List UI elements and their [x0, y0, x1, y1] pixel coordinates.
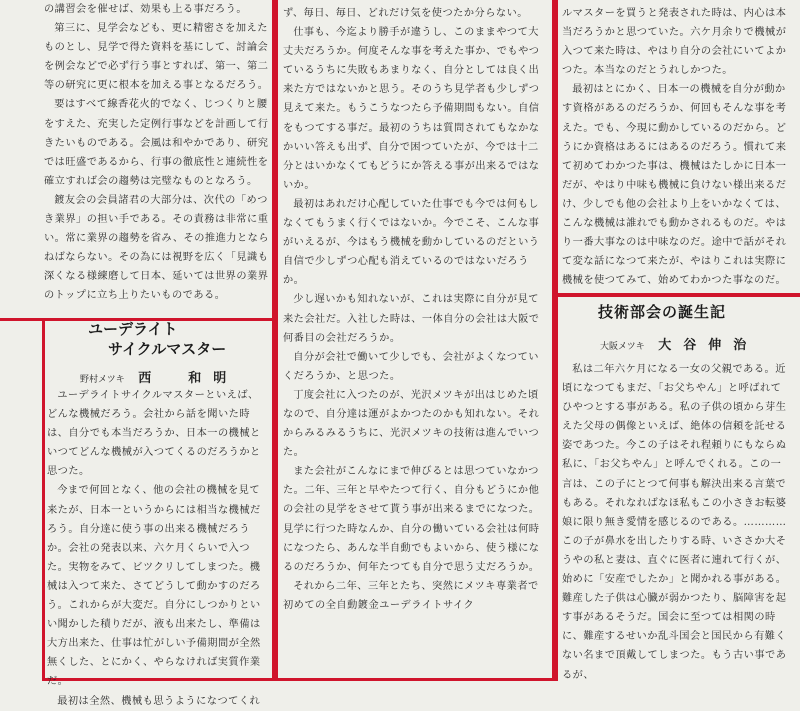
author-affiliation: 野村メツキ	[80, 375, 125, 385]
paragraph: 最初はあれだけ心配していた仕事でも今では何もしなくてもうまく行くではないか。今でこそ、こんな事がいえるが、今はもう機械を動かしているのだという自信で少しずつ心配も消えているのではないだろうか。	[283, 198, 540, 287]
article-body-left	[47, 386, 269, 707]
right-author-name: 大谷伸治	[658, 338, 759, 353]
frame-left-top-right-edge	[272, 0, 275, 321]
paragraph: 少し遅いかも知れないが、これは実際に自分が見て来た会社だ。入社した時は、一体自分の会社は大阪で何番目の会社だろうか。	[283, 294, 540, 344]
paragraph: 鍍友会の会員諸君の大部分は、次代の「めつき業界」の担い手である。その責務は非常に重い。常に業界の趨勢を省み、その推進力とならねばならない。その為には視野を広く「見識も深くなる様練磨して日本、延いては世界の業界のトップに立ち上りたいものである。	[44, 194, 270, 302]
right-article-byline	[600, 334, 758, 353]
article-title-line1: ユーデライト	[88, 320, 178, 338]
paragraph: ず、毎日、毎日、どれだけ気を使つたか分らない。	[283, 8, 528, 19]
paragraph: ユーデライトサイクルマスターといえば、どんな機械だろう。会社から話を聞いた時は、自分でも本当だろうか、日本一の機械といつてどんな機械が入つてくるのだろうかと思つた。	[47, 390, 261, 478]
technical-section-body	[562, 360, 788, 681]
author-name: 西 和明	[138, 371, 239, 386]
paragraph: ルマスターを買うと発表された時は、内心は本当だろうかと思つていた。六ケ月余りで機械が入つて来た時は、やはり自分の会社にいてよかつた。本当なのだとうれしかつた。	[562, 8, 787, 77]
article-title-line2: サイクルマスター	[108, 340, 227, 358]
paragraph: の講習会を催せば、効果も上る事だろう。	[44, 4, 248, 15]
right-author-affiliation: 大阪メツキ	[600, 342, 645, 352]
paragraph: 今まで何回となく、他の会社の機械を見て来たが、日本一というからには相当な機械だろう。自分達に使う事の出来る機械だろうか。会社の発表以来、六ケ月くらいで入つた。実物をみて、ビツクリしてしまつた。機械は入つて来た、さてどうして動かすのだろう。これからが大変だ。自分にしつかりといい聞かした積りだが、液も出来たし、準備は大方出来た、仕事は忙がしい予備期間が全然無くした、とにかく、やらなければ実質作業だ。	[47, 485, 261, 688]
previous-article-text	[44, 0, 270, 316]
technical-section-title: 技術部会の誕生記	[598, 303, 727, 321]
paragraph: 私は二年六ケ月になる一女の父親である。近頃になつてもまだ、「お父ちやん」と呼ばれてひやつとする事がある。私の子供の頃から芽生えた父母の偶像といえば、絶体の信頼を託せる姿であつた。今この子はそれ程頼りにもならぬ私に、「お父ちやん」と呼んでくれる。この一言は、この子にとつて何事も解決出来る言葉でもある。それなればなほ私もこの小さきお転婆娘に限り無き愛情を感じるのである。…………この子が鼻水を出したりする時、いささか大そうやの私と妻は、直ぐに医者に連れて行くが、始めに「安産でしたか」と聞かれる事がある。難産した子供は心臓が弱かつたり、脳障害を起す事があるそうだ。国会に至つては相関の時に、難産するせいか乱斗国会と国民から有難くない名まで頂戴してしまつた。もう古い事であるが、	[562, 364, 787, 681]
article-byline	[80, 367, 238, 386]
paragraph: 第三に、見学会なども、更に精密さを加えたものとし、見学で得た資料を基にして、討論会を例会などで必ず行う事とすれば、第一、第二等の研究に更に根本を加える事となるだろう。	[44, 23, 269, 92]
paragraph: 要はすべて線香花火的でなく、じつくりと腰をすえた、充実した定例行事などを計画して行きたいものである。会風は和やかであり、研究では旺盛であるから、行事の徹底性と連続性を確立すれば会の趨勢は完璧なものとなろう。	[44, 99, 269, 187]
paragraph: 最初はとにかく、日本一の機械を自分が動かす資格があるのだろうか、何回もそんな事を考えた。でも、今現に動かしているのだから。どうにか資格はあるにはあるのだろう。慣れて来て初めてわかつた事は、機械はたしかに日本一だが、やはり中味も機械に負けない様出来るだけ、少しでも他の会社より上をいかなくては、こんな機械は誰れでも動かされるものだ。やはり一番大事なのは中味なのだ。途中で話がそれて変な話になつて来たが、やはりこれは実際に機械を使つてみて、始めてわかつた事なのだ。	[562, 84, 787, 287]
paragraph: それから二年、三年とたち、突然にメツキ専業者で初めての全自動鍍金ユーデライトサイク	[283, 580, 539, 611]
paragraph: 最初は全然、機械も思うようになつてくれ	[57, 695, 261, 707]
article-body-middle	[283, 4, 548, 678]
paragraph: 自分が会社で働いて少しでも、会社がよくなつていくだろうか、と思つた。	[283, 351, 539, 382]
article-body-right-top	[562, 4, 788, 292]
paragraph: また会社がこんなにまで伸びるとは思つていなかつた。二年、三年と早やたつて行く、自分もどうにか他の会社の見学をさせて貰う事が出来るまでになつた。見学に行つた時なんか、自分の働いている会社は何時になつたら、あんな半自動でもよいから、使う様になるのだろうか、何年たつても自分で思う丈だろうか。	[283, 466, 540, 573]
paragraph: 仕事も、今迄より勝手が違うし、このままやつて大丈夫だろうか。何度そんな事を考えた事か、でもやつているうちに失敗もあまりなく、自分としては良く出来た方ではないかと思う。そのうち見学者も少しずつ見えて来た。もうこうなつたら予備期間もない。自信をもつてする事だ。最初のうちは質問されてもなかなかいい答えも出ず、自分で困つていたが、今では十二分とはいかなくてもどうにか答える事が出来るではないか。	[283, 27, 540, 191]
paragraph: 丁度会社に入つたのが、光沢メツキが出はじめた頃なので、自分達は運がよかつたのかも知れない。それからみるみるうちに、光沢メツキの技術は進んでいつた。	[283, 389, 540, 459]
